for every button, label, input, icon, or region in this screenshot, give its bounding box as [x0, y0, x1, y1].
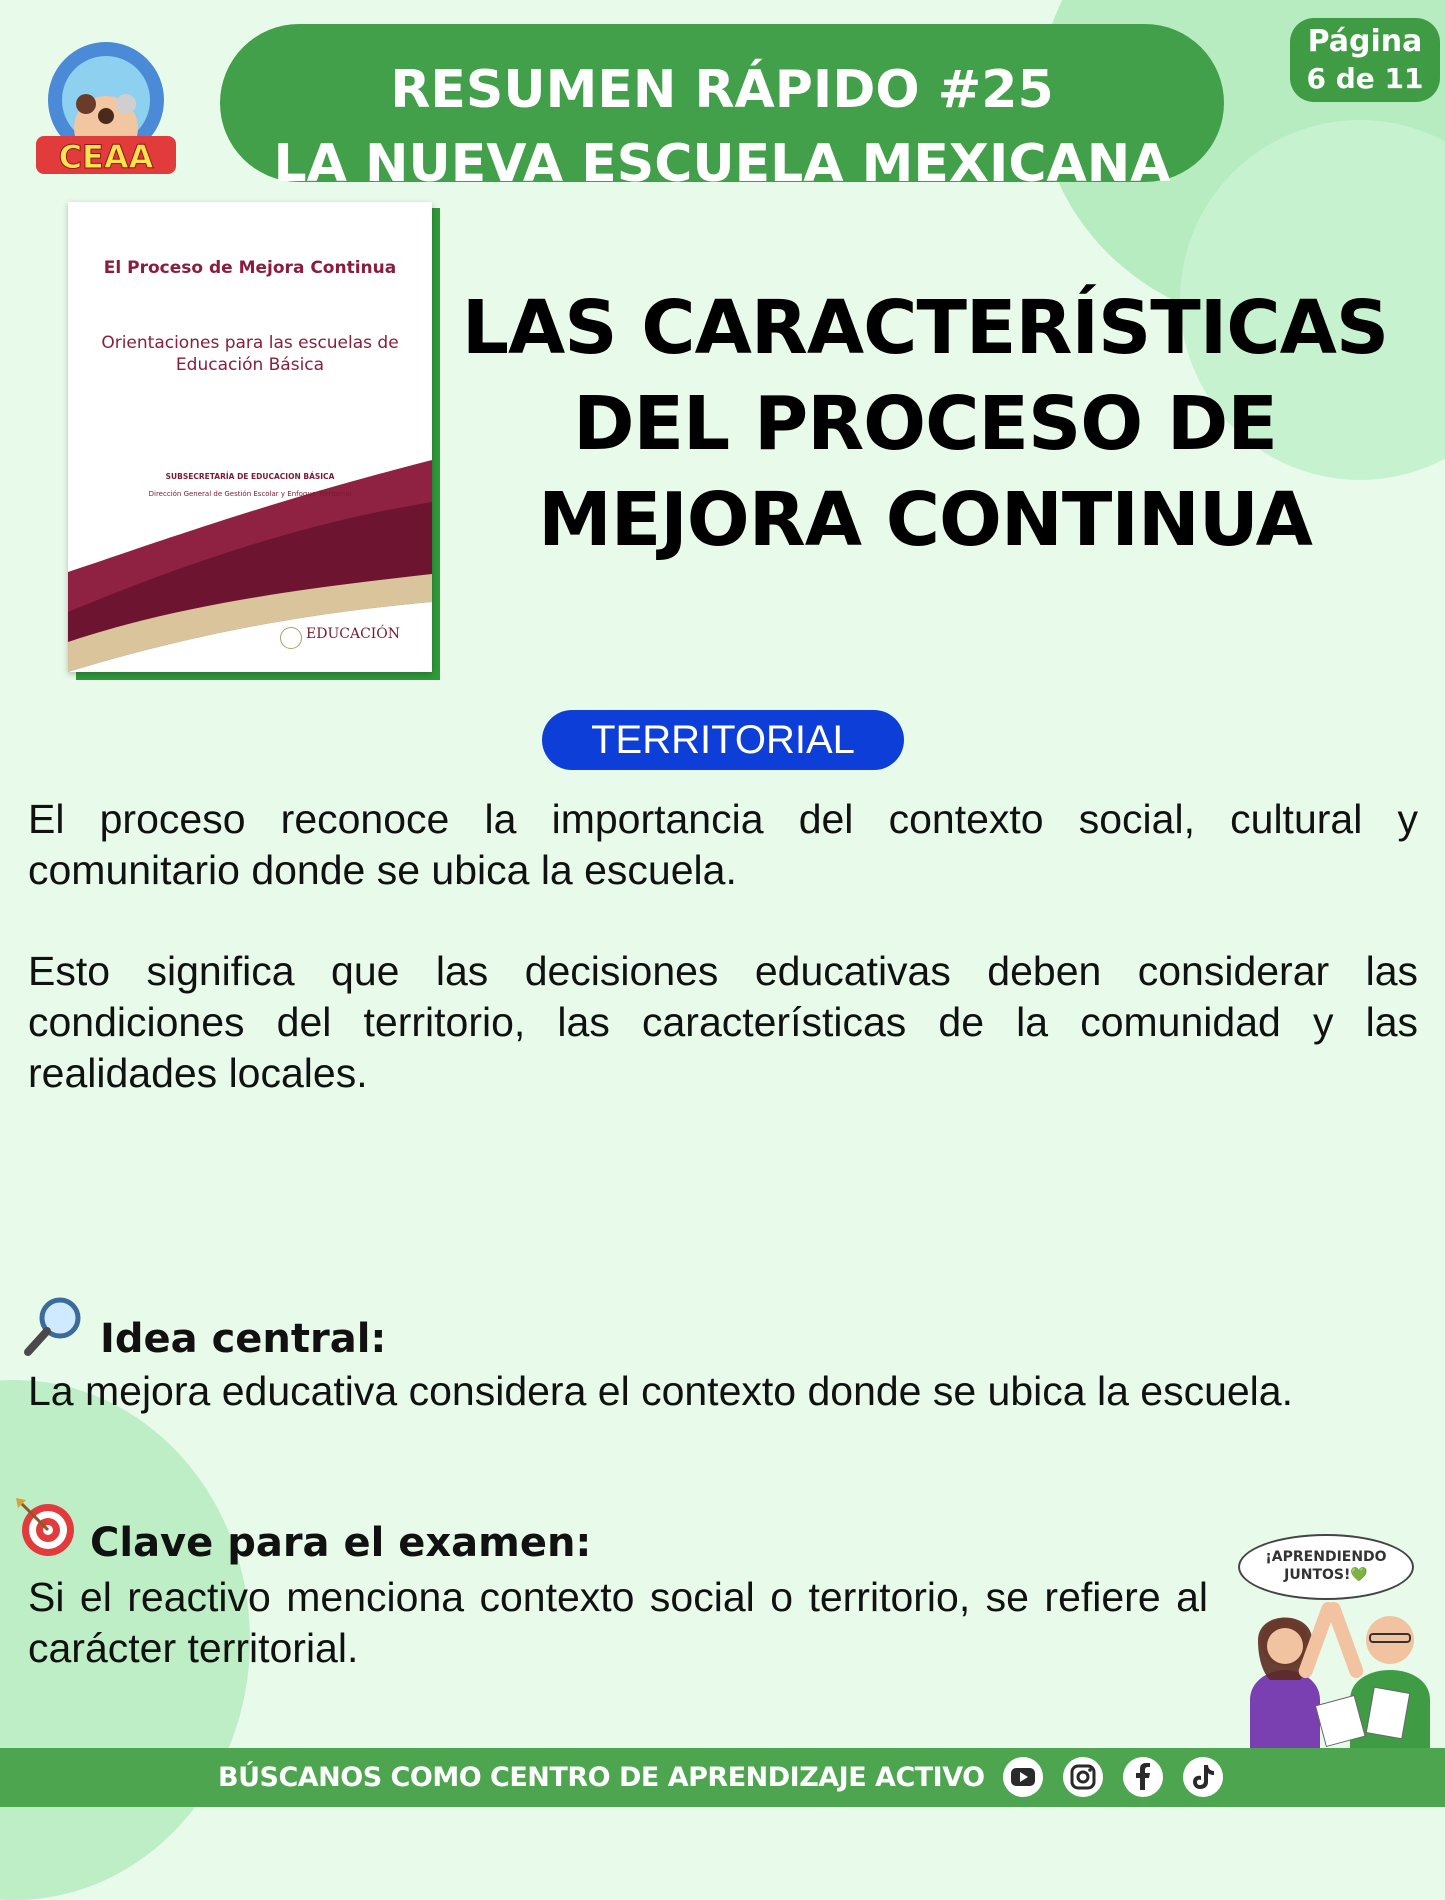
paragraph-1: El proceso reconoce la importancia del contexto social, cultural y comunitario donde se ubica la escuela.: [28, 796, 1418, 893]
footer-bar: [0, 1748, 1445, 1807]
main-title: LAS CARACTERÍSTICAS DEL PROCESO DE MEJORA CONTINUA: [461, 285, 1389, 563]
footer-text: BÚSCANOS COMO CENTRO DE APRENDIZAJE ACTIVO: [218, 1762, 985, 1793]
book-title: El Proceso de Mejora Continua: [103, 258, 397, 278]
clave-heading: Clave para el examen:: [90, 1520, 592, 1566]
idea-text: La mejora educativa considera el contexto donde se ubica la escuela.: [28, 1368, 1293, 1414]
book-direccion: Dirección General de Gestión Escolar y Enfoque Territorial: [148, 490, 352, 498]
speech-bubble: [1238, 1534, 1414, 1600]
facebook-icon[interactable]: [1122, 1756, 1164, 1798]
tiktok-icon[interactable]: [1182, 1756, 1224, 1798]
header-banner: [220, 24, 1224, 194]
header-title-line1: RESUMEN RÁPIDO #25: [390, 60, 1054, 120]
section-tag: TERRITORIAL: [542, 710, 904, 770]
target-icon: [14, 1496, 76, 1558]
page-badge: [1290, 18, 1440, 102]
logo-acronym: CEAA: [58, 138, 154, 176]
speech-line2: JUNTOS!💚: [1284, 1567, 1368, 1583]
youtube-icon[interactable]: [1002, 1756, 1044, 1798]
book-subtitle: Orientaciones para las escuelas de Educación Básica: [101, 333, 399, 375]
speech-line1: ¡APRENDIENDO: [1265, 1549, 1387, 1565]
magnifier-icon: [20, 1294, 86, 1360]
paragraph-2: Esto significa que las decisiones educativas deben considerar las condiciones del territorio, las características de la comunidad y las realidades locales.: [28, 948, 1418, 1096]
book-subsecretaria: SUBSECRETARÍA DE EDUCACION BÁSICA: [165, 472, 335, 481]
page-label: Página: [1307, 24, 1423, 59]
seal-icon: [280, 627, 302, 649]
book-cover: [68, 202, 432, 672]
clave-text: Si el reactivo menciona contexto social o territorio, se refiere al carácter territorial.: [28, 1574, 1208, 1671]
header-title-line2: LA NUEVA ESCUELA MEXICANA: [273, 134, 1171, 194]
ceaa-logo: [30, 38, 182, 178]
idea-heading: Idea central:: [100, 1316, 387, 1362]
page-number: 6 de 11: [1306, 62, 1424, 95]
instagram-icon[interactable]: [1062, 1756, 1104, 1798]
book-brand: EDUCACIÓN: [306, 626, 401, 642]
